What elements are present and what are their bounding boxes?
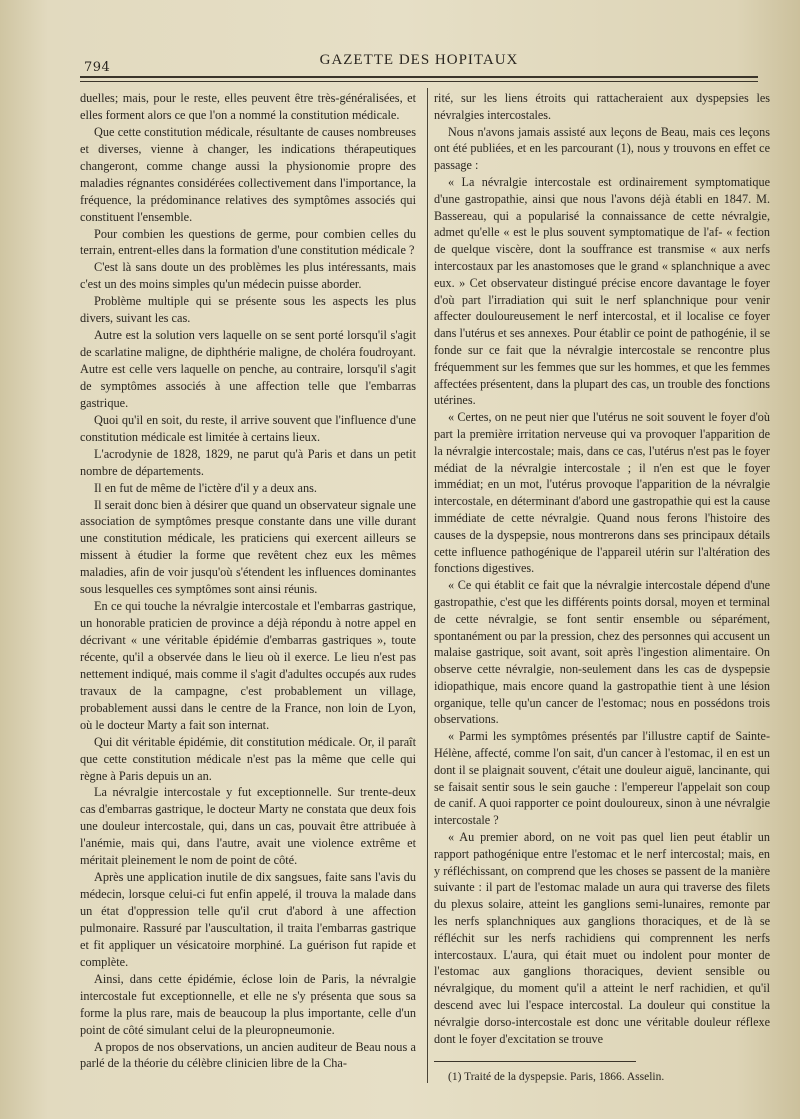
paragraph: Nous n'avons jamais assisté aux leçons de Beau, mais ces leçons ont été publiées, et en les parcourant (1), nous y trouvons en effet ce passage : — [434, 124, 770, 173]
paragraph: duelles; mais, pour le reste, elles peuvent être très-généralisées, et elles forment alors ce que l'on a nommé la constitution médicale. — [80, 91, 416, 122]
paragraph: Quoi qu'il en soit, du reste, il arrive souvent que l'influence d'une constitution médicale est limitée à certains lieux. — [80, 412, 416, 444]
paragraph: Pour combien les questions de germe, pour combien celles du terrain, entrent-elles dans la formation d'une constitution médicale ? — [80, 226, 416, 258]
left-column — [80, 90, 416, 1090]
paragraph: « La névralgie intercostale est ordinairement symptomatique d'une gastropathie, ainsi que nous l'avons déjà établi en 1847. M. Bassereau, qui a popularisé la connaissance de cette névralgie, admet qu'elle « est le plus souvent symptomatique de l'af- « fection de quelque viscère, dont la souffrance est transmise « aux nerfs intercostaux par les anastomoses que le grand « splanchnique a avec eux. » Cet observateur distingué précise encore davantage le foyer d'où part l'irradiation qui suit le nerf splanchnique pour venir affecter douloureusement le nerf intercostal, et il localise ce foyer dans l'utérus et ses annexes. Pour établir ce point de pathogénie, il se fonde sur ce fait que la névralgie intercostale se rencontre plus fréquemment sur les femmes que sur les hommes, et que les femmes affectées présentent, dans la plupart des cas, un trouble des fonctions utérines. — [434, 174, 770, 408]
paragraph: Problème multiple qui se présente sous les aspects les plus divers, suivant les cas. — [80, 294, 416, 326]
paragraph: rité, sur les liens étroits qui rattacheraient aux dyspepsies les névralgies intercostales. — [434, 91, 770, 122]
paragraph: Que cette constitution médicale, résultante de causes nombreuses et diverses, vienne à changer, les indications thérapeutiques changeront, comme change aussi la physionomie propre des maladies régnantes considérées collectivement dans l'importance, la fréquence, la prédominance relatives des symptômes associés qui constituent l'ensemble. — [80, 124, 416, 224]
paragraph: La névralgie intercostale y fut exceptionnelle. Sur trente-deux cas d'embarras gastrique, le docteur Marty ne constata que deux fois une douleur intercostale, qui, dans un cas, pouvait être attribuée à l'anémie, mais qui, dans l'autre, avait une violence extrême et méritait pleinement le nom de point de côté. — [80, 785, 416, 868]
paragraph: Il en fut de même de l'ictère d'il y a deux ans. — [94, 480, 317, 495]
page-header — [80, 46, 758, 86]
header-rule — [80, 76, 758, 78]
paragraph: En ce qui touche la névralgie intercostale et l'embarras gastrique, un honorable praticien de province a déjà répondu à notre appel en décrivant « une véritable épidémie d'embarras gastriques », toute récente, qu'il a observée dans le lieu où il exerce. Le lieu n'est pas nettement indiqué, mais comme il s'agit d'adultes occupés aux rudes travaux de la campagne, c'est probablement un village, probablement aussi dans le centre de la France, non loin de Lyon, où le docteur Marty a fait son internat. — [80, 599, 416, 732]
footnote-rule — [434, 1061, 636, 1062]
paragraph: C'est là sans doute un des problèmes les plus intéressants, mais c'est un des moins simples qu'un médecin puisse aborder. — [80, 260, 416, 292]
paragraph: Il serait donc bien à désirer que quand un observateur signale une association de symptômes presque constante dans une ville durant une constitution médicale, les praticiens qui exercent ailleurs se missent à étudier la forme que revêtent chez eux les mêmes maladies, afin de voir jusqu'où s'étendent les influences dominantes sous lesquelles ces symptômes sont ainsi réunis. — [80, 497, 416, 597]
page-number: 794 — [84, 60, 111, 75]
running-title: GAZETTE DES HOPITAUX — [319, 52, 519, 68]
paragraph: Après une application inutile de dix sangsues, faite sans l'avis du médecin, lorsque celui-ci fut enfin appelé, il trouva la malade dans un état d'oppression telle qu'il crut d'abord à une affection pulmonaire. Rassuré par l'auscultation, il traita l'embarras gastrique et fit appliquer un vésicatoire morphiné. La guérison fut rapide et complète. — [80, 870, 416, 969]
paragraph: « Certes, on ne peut nier que l'utérus ne soit souvent le foyer d'où part la première irritation nerveuse qui va provoquer l'apparition de la névralgie intercostale; mais, dans ce cas, l'utérus n'est pas le foyer médiat de la névralgie intercostale ; il n'en est que le foyer immédiat; en un mot, l'utérus provoque l'apparition de la névralgie intercostale, en déterminant d'abord une gastropathie qui est la cause immédiate de cette névralgie. Quand nous ferons l'histoire des causes de la dyspepsie, nous montrerons dans ses principaux détails cette influence pathogénique de l'appareil utérin sur l'altération des fonctions digestives. — [434, 410, 770, 576]
footnote: (1) Traité de la dyspepsie. Paris, 1866. Asselin. — [448, 1071, 665, 1084]
paragraph: A propos de nos observations, un ancien auditeur de Beau nous a parlé de la théorie du célèbre clinicien libre de la Cha- — [80, 1039, 416, 1071]
article-body — [80, 90, 770, 1090]
paragraph: « Parmi les symptômes présentés par l'illustre captif de Sainte-Hélène, affecté, comme l'on sait, d'un cancer à l'estomac, il en est un dont il se plaignait souvent, c'était une douleur aiguë, lancinante, qui se faisait sentir sous le sein gauche : l'empereur l'appelait son coup de canif. A quoi rapporter ce point douloureux, sinon à une névralgie intercostale ? — [434, 729, 770, 828]
paragraph: L'acrodynie de 1828, 1829, ne parut qu'à Paris et dans un petit nombre de départements. — [80, 446, 416, 478]
paragraph: Autre est la solution vers laquelle on se sent porté lorsqu'il s'agit de scarlatine maligne, de diphthérie maligne, de choléra foudroyant. Autre est celle vers laquelle on penche, au contraire, lorsqu'il s'agit de symptômes associés à une affection telle que l'embarras gastrique. — [80, 328, 416, 410]
paragraph: Ainsi, dans cette épidémie, éclose loin de Paris, la névralgie intercostale fut exceptionnelle, et elle ne s'y présenta que sous sa forme la plus rare, mais de beaucoup la plus importante, celle d'un point de côté simulant celui de la pleuropneumonie. — [80, 971, 416, 1037]
paragraph: Qui dit véritable épidémie, dit constitution médicale. Or, il paraît que cette constitution médicale n'est pas la même que celle qui règne à Paris depuis un an. — [80, 734, 416, 783]
header-rule-thin — [80, 81, 758, 82]
paragraph: « Au premier abord, on ne voit pas quel lien peut établir un rapport pathogénique entre l'estomac et le nerf intercostal; mais, en y réfléchissant, on comprend que les choses se passent de la manière suivante : il part de l'estomac malade un aura qui traverse des filets du plexus solaire, atteint les ganglions semi-lunaires, remonte par les nerfs splanchniques aux ganglions thoraciques, et de là se réfléchit sur les nerfs rachidiens qui comprennent les nerfs intercostaux. L'aura, qui était muet ou indolent pour monter de l'estomac aux ganglions thoraciques, devient sensible ou névralgique, du moment qu'il a atteint le nerf rachidien, et qu'il descend avec lui l'espace intercostal. La douleur qui constitue la névralgie dorso-intercostale est donc une véritable douleur réflexe dont le foyer d'excitation se trouve — [434, 830, 770, 1046]
paragraph: « Ce qui établit ce fait que la névralgie intercostale dépend d'une gastropathie, c'est que les différents points dorsal, moyen et terminal de cette névralgie, se font sentir ensemble ou séparément, spontanément ou par la pression, chez des personnes qui accusent un malaise gastrique, soit avant, soit après l'ingestion alimentaire. On observe cette névralgie, non-seulement dans les cas de dyspepsie idiopathique, mais encore quand la gastropathie tient à une lésion organique, telle qu'un cancer de l'estomac; nous en possédons trois observations. — [434, 578, 770, 727]
right-column — [434, 90, 770, 1090]
